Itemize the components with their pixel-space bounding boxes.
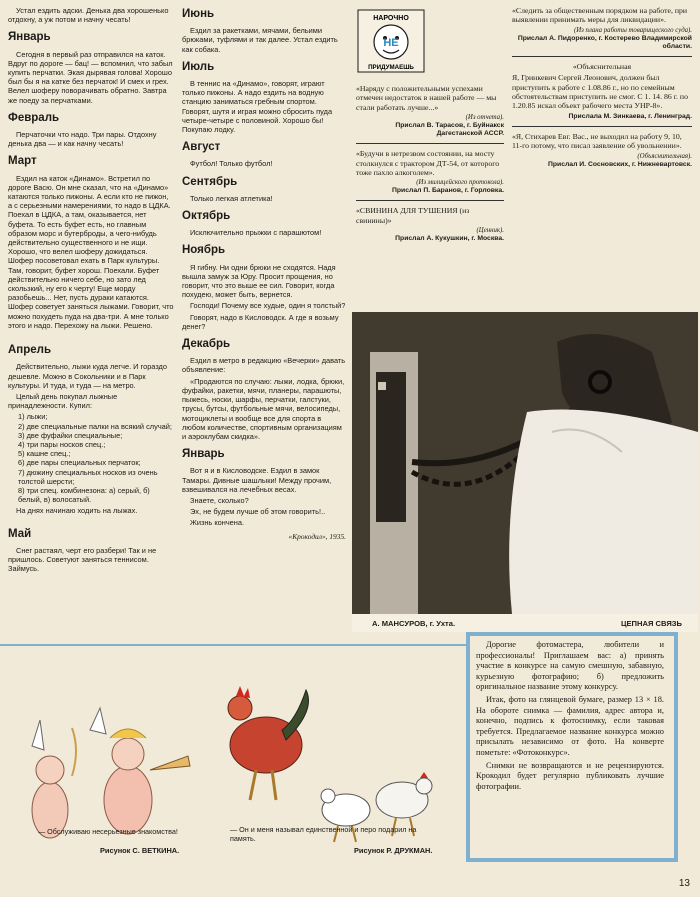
month-heading: Июль — [182, 60, 215, 73]
divider — [356, 143, 504, 144]
list-item: 2) две специальные палки на всякий случай; — [18, 421, 172, 431]
divider — [512, 56, 692, 57]
month-text: Ездил за ракетками, мячами, бельими брюками, туфлями и так далее. Устал ездить как собака. — [182, 26, 338, 54]
quote-note: (Ценник). — [476, 227, 504, 235]
month-heading: Сентябрь — [182, 175, 238, 188]
photo-contest-text — [476, 640, 664, 792]
quote-note: (Объяснительная). — [637, 152, 692, 160]
month-text: Эх, не будем лучше об этом говорить!.. — [190, 507, 326, 517]
contest-paragraph: Итак, фото на глянцевой бумаге, размер 13 × 18. На обороте снимка — фамилия, адрес автора и, конечно, подпись к фотоснимку, если таковая требуется. Предлагаемое название конкурса можно присылать независимо от фото. На конверте пометьте: «Фотоконкурс». — [476, 694, 664, 757]
month-heading: Декабрь — [182, 338, 231, 351]
chain-photo — [352, 312, 698, 632]
photo-author: А. МАНСУРОВ, г. Ухта. — [372, 619, 456, 628]
frame-rule — [0, 644, 466, 646]
quote-credit: Прислал В. Тарасов, г. Буйнакск Дагестанской АССР. — [395, 122, 504, 138]
logo-top-text: НАРОЧНО — [373, 15, 409, 22]
month-text: Знаете, сколько? — [190, 495, 249, 505]
month-text: Действительно, лыжи куда легче. И гораздо дешевле. Можно в Сокольники и в Парк культуры. И туда, и туда — на метро. — [8, 362, 167, 390]
month-heading: Октябрь — [182, 210, 231, 223]
quote-credit: Прислал А. Пидоренко, г. Костерево Владимирской области. — [517, 34, 692, 50]
quote-credit: Прислал П. Баранов, г. Горловка. — [392, 187, 504, 195]
month-text: Снег растаял, черт его разбери! Так и не пришлось. Советуют заняться теннисом. Займусь. — [8, 545, 157, 574]
list-item: 6) две пары специальных перчаток; — [18, 458, 141, 468]
diary-column-2 — [182, 6, 346, 541]
month-text: Я гибну. Ни одни брюки не сходятся. Надя вышла замуж за Юру. Просит прощения, но говорит, что это выше ее сил. Говорит, когда похудею, может быть, вернется. — [182, 262, 336, 300]
contest-paragraph: Дорогие фотомастера, любители и профессионалы! Приглашаем вас: а) принять участие в конкурсе на самую смешную, забавную, курьезную фотографию; б) предложить оригинальное название этому конкурсу. — [476, 640, 664, 692]
quote-credit: Прислал И. Сосновских, г. Нижневартовск. — [547, 160, 692, 168]
divider — [356, 200, 504, 201]
chain-photo-illustration — [352, 312, 698, 614]
page-number: 13 — [678, 878, 690, 889]
list-item: 3) две фуфайки специальные; — [18, 430, 123, 440]
quote-text: «СВИНИНА ДЛЯ ТУШЕНИЯ (из свинины)» — [356, 206, 470, 225]
quote-heading: «Объяснительная — [572, 61, 632, 71]
list-item: 7) дюжину специальных носков из очень толстой шерсти; — [18, 467, 158, 486]
source-citation: «Крокодил», 1935. — [288, 531, 346, 541]
month-text: Целый день покупал лыжные принадлежности. Купил: — [8, 391, 118, 411]
quote-credit: Прислал А. Кукушкин, г. Москва. — [395, 235, 504, 243]
quote-text: «Будучи в нетрезвом состоянии, на мосту столкнулся с трактором ДТ-54, от которого тоже пахло алкоголем». — [356, 149, 500, 178]
cartoon-caption: — Он и меня называл единственной и перо подарил на память. — [230, 825, 417, 843]
month-text: На днях начинаю ходить на лыжах. — [16, 506, 138, 516]
month-heading: Январь — [8, 31, 51, 44]
month-text: Господи! Почему все худые, один я толстый? — [190, 301, 346, 311]
diary-column-1 — [8, 6, 174, 575]
month-text: Сегодня в первый раз отправился на каток. Вдруг по дороге — бац! — вспомнил, что забыл купить перчатки. Экая дырявая голова! Хорошо был бы я на катке без перчаток! И смех и грех. Велел шоферу поворачивать обратно. Завтра же поеду за перчатками. — [8, 49, 173, 105]
cartoon-caption: — Обслуживаю несерьезные знакомства! — [38, 827, 178, 836]
month-text: Жизнь кончена. — [190, 518, 245, 528]
intro-text: Устал ездить адски. Денька два хорошенько отдохну, а уж потом и начну чесать! — [8, 6, 169, 25]
month-heading: Февраль — [8, 111, 60, 124]
list-item: 1) лыжи; — [18, 412, 48, 422]
cartoon-credit: Рисунок Р. ДРУКМАН. — [354, 846, 433, 855]
quote-note: (Из отчета). — [465, 114, 504, 122]
month-text: Перчаточки что надо. Три пары. Отдохну денька два — и как начну чесать! — [8, 130, 157, 149]
month-text: Ездил на каток «Динамо». Встретил по дороге Васю. Он мне сказал, что на «Динамо» катаются только пижоны. А если кто не пижон, а с серьезными намерениями, то надо в ЦДКА. Поехал в ЦДКА, а там, оказывается, нет буфета. То есть буфет есть, но главным образом морс и бутерброды, а чего-нибудь действительно существенного и не ищи. Хорошо, что велел шоферу дожидаться. Шофер посоветовал ехать в Парк культуры. Там, говорит, буфет хорош. Поехали. Буфет действительно ничего себе, но зато лед скользкий, ну его к черту! Еще морду разобьешь... Нет, пусть дураки катаются. Шофер советует заняться лыжами. Говорит, что можно похудеть пуда на два-три. А мне только этого и надо. Перехожу на лыжи. Решено. — [8, 173, 174, 330]
logo-bottom-text: ПРИДУМАЕШЬ — [368, 64, 414, 71]
quote-credit: Прислала М. Зинкаева, г. Ленинград. — [568, 112, 692, 120]
month-text: Футбол! Только футбол! — [190, 159, 273, 169]
contest-paragraph: Снимки не возвращаются и не рецензируются. Крокодил будет регулярно публиковать лучшие фотографии. — [476, 760, 664, 791]
narochno-ne-pridumaesh-logo — [356, 8, 426, 74]
quotes-column-3 — [356, 84, 504, 243]
month-heading: Апрель — [8, 344, 52, 357]
month-heading: Январь — [182, 448, 225, 461]
month-heading: Май — [8, 527, 32, 540]
month-heading: Июнь — [182, 8, 215, 20]
quote-text: «Следить за общественным порядком на работе, при выявлении принимать меры для ликвидации». — [512, 6, 688, 25]
month-heading: Ноябрь — [182, 244, 226, 257]
month-text: Исключительно прыжки с парашютом! — [190, 228, 322, 238]
quote-text: «Наряду с положительными успехами отмечен недостаток в нашей работе — мы стали работать лучше...» — [356, 84, 497, 112]
purchase-list — [18, 412, 174, 504]
month-text: Ездил в метро в редакцию «Вечерки» давать объявление: — [182, 356, 346, 375]
month-text: «Продаются по случаю: лыжи, лодка, брюки, фуфайки, ракетки, мячи, планеры, парашюты, пыжесь, носки, шарфы, перчатки, галстуки, трусы, бутсы, футбольные мячи, велосипеды, мотоциклеты и вообще все для спорта в любом количестве, спортивным организациям и аэроклубам скидка». — [182, 376, 345, 441]
quote-text: «Я, Стихарев Евг. Вас., не выходил на работу 9, 10, 11-го потому, что писал заявление об увольнении». — [512, 131, 682, 151]
list-item: 8) три спец. комбинезона: а) серый, б) белый, в) волосатый. — [18, 485, 150, 505]
divider — [512, 126, 692, 127]
month-heading: Март — [8, 155, 37, 168]
quote-note: (Из плана работы товарищеского суда). — [573, 26, 692, 34]
logo-mid-text: НЕ — [383, 37, 399, 49]
quote-note: (Из милицейского протокола). — [416, 179, 504, 187]
photo-title: ЦЕПНАЯ СВЯЗЬ — [620, 619, 682, 628]
cartoon-credit: Рисунок С. ВЕТКИНА. — [100, 846, 180, 855]
list-item: 5) кашне спец.; — [18, 449, 71, 459]
month-text: Только легкая атлетика! — [190, 193, 273, 203]
list-item: 4) три пары носков спец.; — [18, 439, 106, 449]
month-text: В теннис на «Динамо», говорят, играют только пижоны. А надо ездить на водную станцию заниматься гребным спортом. Говорят, шутя и играя можно сбросить пуда четыре-четыре с половиной. Хорошо бы! Покупаю лодку. — [182, 79, 333, 135]
month-text: Говорят, надо в Кисловодск. А где я возьму денег? — [182, 312, 339, 331]
month-heading: Август — [182, 141, 221, 154]
month-text: Вот я и в Кисловодске. Ездил в замок Тамары. Дивные шашлыки! Между прочим, взвешивался на лечебных весах. — [182, 466, 332, 494]
quote-text: Я, Гринкевич Сергей Леонович, должен был приступить к работе с 1.08.86 г., но по семейным обстоятельствам приступить не смог. С 1. 14. 86 г. по 1.20.85 искал объект рабочего места УНР-8». — [512, 73, 689, 111]
quotes-column-4 — [512, 6, 692, 169]
photo-caption — [352, 614, 698, 632]
